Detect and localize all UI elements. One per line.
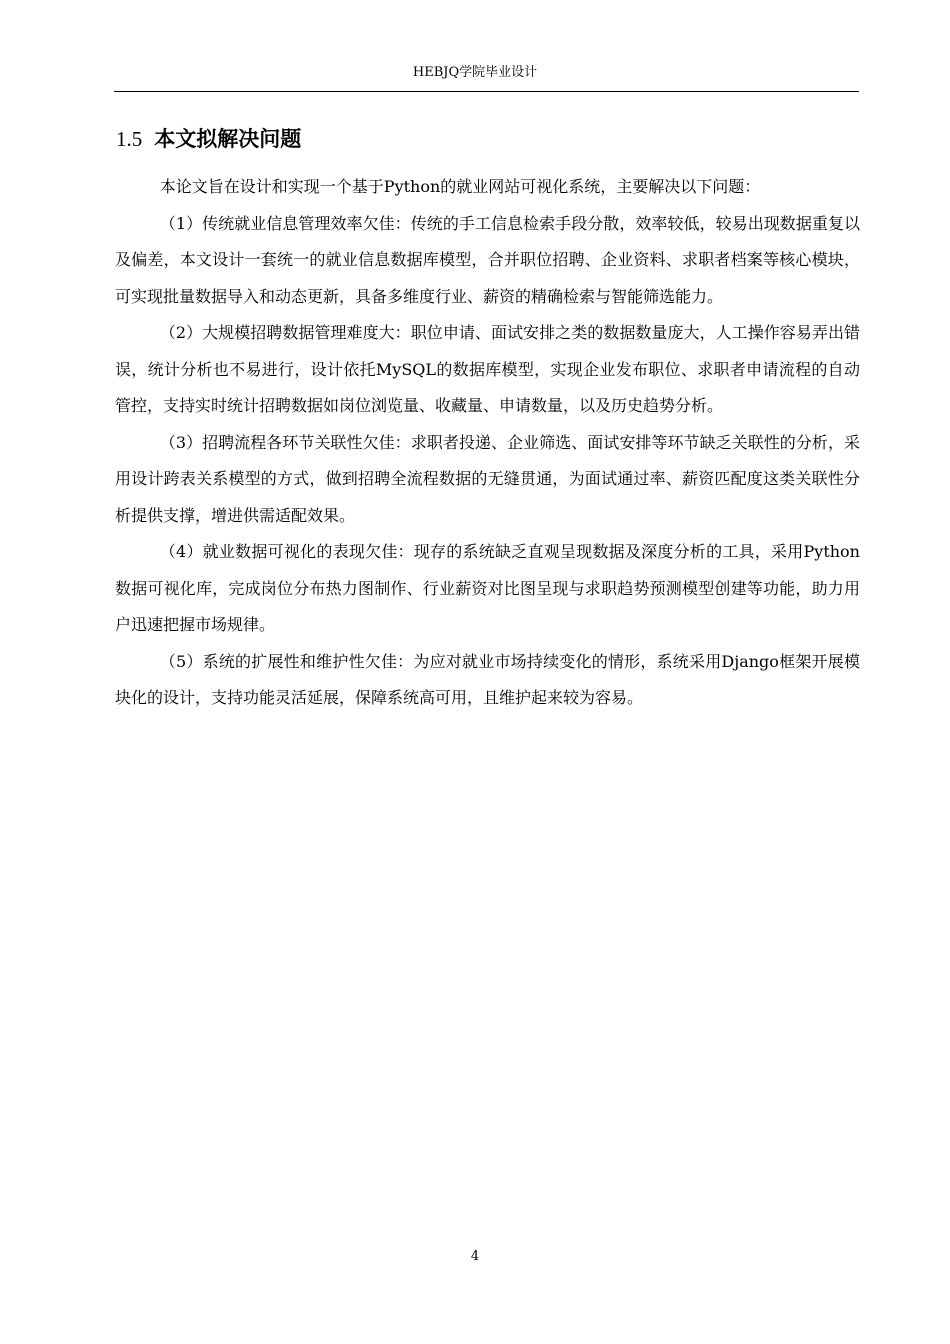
- paragraph-item-3: （3）招聘流程各环节关联性欠佳：求职者投递、企业筛选、面试安排等环节缺乏关联性的分析，采用设计跨表关系模型的方式，做到招聘全流程数据的无缝贯通，为面试通过率、薪资匹配度这类关联性分析提供支撑，增进供需适配效果。: [115, 432, 860, 525]
- running-header: HEBJQ学院毕业设计: [412, 65, 538, 80]
- header-divider: [114, 91, 859, 92]
- paragraph-item-4: （4）就业数据可视化的表现欠佳：现存的系统缺乏直观呈现数据及深度分析的工具，采用Python数据可视化库，完成岗位分布热力图制作、行业薪资对比图呈现与求职趋势预测模型创建等功能，助力用户迅速把握市场规律。: [115, 542, 860, 634]
- body-text: [115, 169, 860, 717]
- section-number: 1.5: [116, 127, 143, 151]
- paragraph-item-2: （2）大规模招聘数据管理难度大：职位申请、面试安排之类的数据数量庞大，人工操作容易弄出错误，统计分析也不易进行，设计依托MySQL的数据库模型，实现企业发布职位、求职者申请流程的自动管控，支持实时统计招聘数据如岗位浏览量、收藏量、申请数量，以及历史趋势分析。: [115, 323, 860, 415]
- paragraph-item-1: （1）传统就业信息管理效率欠佳：传统的手工信息检索手段分散，效率较低，较易出现数据重复以及偏差，本文设计一套统一的就业信息数据库模型，合并职位招聘、企业资料、求职者档案等核心模块，可实现批量数据导入和动态更新，具备多维度行业、薪资的精确检索与智能筛选能力。: [115, 213, 860, 306]
- section-heading: [116, 124, 301, 154]
- paragraph-item-5: （5）系统的扩展性和维护性欠佳：为应对就业市场持续变化的情形，系统采用Django框架开展模块化的设计，支持功能灵活延展，保障系统高可用，且维护起来较为容易。: [115, 651, 860, 707]
- section-title-text: 本文拟解决问题: [154, 127, 302, 151]
- page-number: 4: [470, 1249, 480, 1264]
- paragraph-intro: 本论文旨在设计和实现一个基于Python的就业网站可视化系统，主要解决以下问题：: [159, 177, 761, 196]
